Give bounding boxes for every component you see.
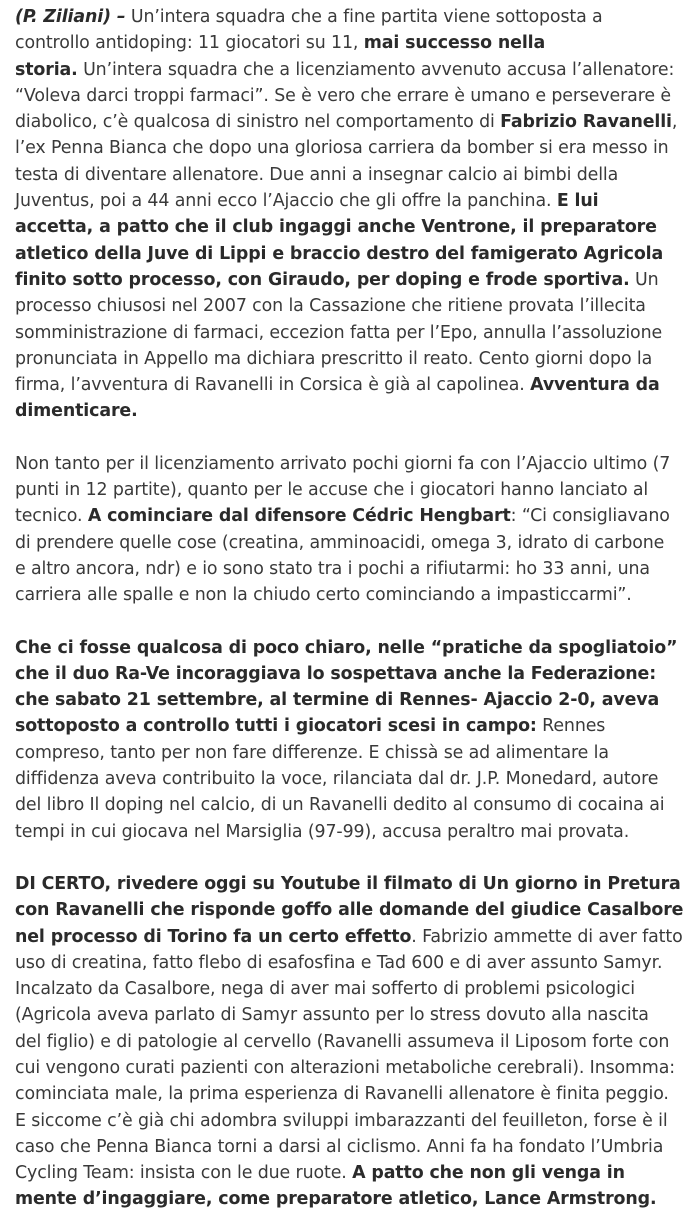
- text-line: [15, 477, 695, 503]
- body-text: Incalzato da Casalbore, nega di aver mai sofferto di problemi psicologici: [15, 979, 635, 1000]
- text-line: [15, 57, 695, 83]
- bold-text: storia.: [15, 59, 78, 80]
- text-line: [15, 398, 695, 424]
- text-line: [15, 214, 695, 240]
- bold-text: sottoposto a controllo tutti i giocatori scesi in campo:: [15, 716, 537, 737]
- body-text: Un’intera squadra che a fine partita viene sottoposta a: [125, 7, 603, 27]
- body-text: di prendere quelle cose (creatina, amminoacidi, omega 3, idrato di carbone: [15, 532, 665, 553]
- body-text: pronunciata in Appello ma dichiara prescritto il reato. Cento giorni dopo la: [15, 348, 653, 369]
- text-line: [15, 1134, 695, 1160]
- text-line: [15, 897, 695, 923]
- body-text: tempi in cui giocava nel Marsiglia (97-99), accusa peraltro mai provata.: [15, 821, 630, 842]
- body-text: E siccome c’è già chi adombra sviluppi imbarazzanti del feuilleton, forse è il: [15, 1110, 668, 1131]
- bold-text: con Ravanelli che risponde goffo alle domande del giudice Casalbore: [15, 900, 684, 921]
- body-text: processo chiusosi nel 2007 con la Cassazione che ritiene provata l’illecita: [15, 296, 646, 317]
- text-line: [15, 162, 695, 188]
- bold-text: finito sotto processo, con Giraudo, per doping e frode sportiva.: [15, 269, 630, 290]
- body-text: Cycling Team: insista con le due ruote.: [15, 1163, 353, 1184]
- text-line: [15, 83, 695, 109]
- text-line: [15, 241, 695, 267]
- body-text: uso di creatina, fatto flebo di esafosfina e Tad 600 e di aver assunto Samyr.: [15, 952, 663, 973]
- article-paragraph: [15, 871, 695, 1213]
- body-text: del libro Il doping nel calcio, di un Ravanelli dedito al consumo di cocaina ai: [15, 795, 665, 816]
- body-text: “Voleva darci troppi farmaci”. Se è vero che errare è umano e perseverare è: [15, 85, 671, 106]
- bold-text: nel processo di Torino fa un certo effetto: [15, 926, 412, 947]
- body-text: diabolico, c’è qualcosa di sinistro nel comportamento di: [15, 112, 501, 133]
- body-text: diffidenza aveva contribuito la voce, rilanciata dal dr. J.P. Monedard, autore: [15, 769, 659, 790]
- body-text: firma, l’avventura di Ravanelli in Corsica è già al capolinea.: [15, 375, 531, 396]
- body-text: caso che Penna Bianca torni a darsi al ciclismo. Anni fa ha fondato l’Umbria: [15, 1136, 664, 1157]
- body-text: Juventus, poi a 44 anni ecco l’Ajaccio che gli offre la panchina.: [15, 191, 557, 212]
- body-text: tecnico.: [15, 506, 88, 527]
- text-line: [15, 451, 695, 477]
- text-line: [15, 4, 695, 30]
- body-text: punti in 12 partite), quanto per le accuse che i giocatori hanno lanciato al: [15, 480, 649, 501]
- bold-text: accetta, a patto che il club ingaggi anche Ventrone, il preparatore: [15, 217, 657, 238]
- text-line: [15, 1002, 695, 1028]
- body-text: carriera alle spalle e non la chiudo certo cominciando a impasticcarmi”.: [15, 585, 632, 606]
- bold-text: mente d’ingaggiare, come preparatore atletico, Lance Armstrong.: [15, 1189, 657, 1210]
- text-line: [15, 687, 695, 713]
- text-line: [15, 135, 695, 161]
- article-paragraph: [15, 635, 695, 845]
- bold-text: atletico della Juve di Lippi e braccio destro del famigerato Agricola: [15, 243, 664, 264]
- bold-text: mai successo nella: [363, 33, 546, 54]
- body-text: del figlio) e di patologie al cervello (Ravanelli assumeva il Liposom forte con: [15, 1031, 670, 1052]
- body-text: cui vengono curati pazienti con alterazioni metaboliche cerebrali). Insomma:: [15, 1057, 675, 1078]
- bold-text: Avventura da: [530, 375, 660, 396]
- text-line: [15, 267, 695, 293]
- text-line: [15, 792, 695, 818]
- text-line: [15, 346, 695, 372]
- body-text: Un: [629, 269, 659, 290]
- text-line: [15, 871, 695, 897]
- text-line: [15, 1029, 695, 1055]
- text-line: [15, 372, 695, 398]
- body-text: somministrazione di farmaci, eccezion fatta per l’Epo, annulla l’assoluzione: [15, 322, 663, 343]
- body-text: (Agricola aveva parlato di Samyr assunto per lo stress dovuto alla nascita: [15, 1005, 649, 1026]
- body-text: compreso, tanto per non fare differenze. E chissà se ad alimentare la: [15, 742, 609, 763]
- bold-text: (P. Ziliani) –: [15, 7, 126, 27]
- text-line: [15, 1055, 695, 1081]
- bold-text: A patto che non gli venga in: [352, 1163, 625, 1184]
- text-line: [15, 188, 695, 214]
- body-text: : “Ci consigliavano: [510, 506, 670, 527]
- text-line: [15, 1160, 695, 1186]
- body-text: l’ex Penna Bianca che dopo una gloriosa carriera da bomber si era messo in: [15, 138, 669, 159]
- text-line: [15, 976, 695, 1002]
- bold-text: dimenticare.: [15, 401, 138, 422]
- body-text: testa di diventare allenatore. Due anni a insegnar calcio ai bimbi della: [15, 164, 619, 185]
- body-text: Un’intera squadra che a licenziamento avvenuto accusa l’allenatore:: [77, 59, 675, 80]
- text-line: [15, 503, 695, 529]
- text-line: [15, 556, 695, 582]
- bold-text: Che ci fosse qualcosa di poco chiaro, nelle “pratiche da spogliatoio”: [15, 637, 678, 658]
- text-line: [15, 530, 695, 556]
- text-line: [15, 635, 695, 661]
- text-line: [15, 320, 695, 346]
- text-line: [15, 582, 695, 608]
- text-line: [15, 740, 695, 766]
- body-text: Non tanto per il licenziamento arrivato pochi giorni fa con l’Ajaccio ultimo (7: [15, 453, 671, 474]
- text-line: [15, 1108, 695, 1134]
- text-line: [15, 30, 695, 56]
- bold-text: E lui: [556, 191, 599, 212]
- article-paragraph: [15, 451, 695, 609]
- body-text: e altro ancora, ndr) e io sono stato tra i pochi a rifiutarmi: ho 33 anni, una: [15, 558, 650, 579]
- body-text: . Fabrizio ammette di aver fatto: [411, 926, 683, 947]
- bold-text: A cominciare dal difensore Cédric Hengbart: [87, 506, 511, 527]
- text-line: [15, 713, 695, 739]
- text-line: [15, 109, 695, 135]
- article-body: [15, 4, 695, 1213]
- body-text: cominciata male, la prima esperienza di Ravanelli allenatore è finita peggio.: [15, 1084, 669, 1105]
- text-line: [15, 924, 695, 950]
- text-line: [15, 819, 695, 845]
- text-line: [15, 293, 695, 319]
- bold-text: Fabrizio Ravanelli: [500, 112, 672, 133]
- bold-text: che sabato 21 settembre, al termine di Rennes- Ajaccio 2-0, aveva: [15, 690, 660, 711]
- bold-text: DI CERTO, rivedere oggi su Youtube il filmato di Un giorno in Pretura: [15, 873, 681, 894]
- article-paragraph: [15, 4, 695, 425]
- text-line: [15, 661, 695, 687]
- bold-text: che il duo Ra-Ve incoraggiava lo sospettava anche la Federazione:: [15, 663, 657, 684]
- body-text: ,: [671, 112, 678, 133]
- text-line: [15, 950, 695, 976]
- body-text: Rennes: [536, 716, 606, 737]
- body-text: controllo antidoping: 11 giocatori su 11,: [15, 33, 364, 54]
- text-line: [15, 766, 695, 792]
- text-line: [15, 1081, 695, 1107]
